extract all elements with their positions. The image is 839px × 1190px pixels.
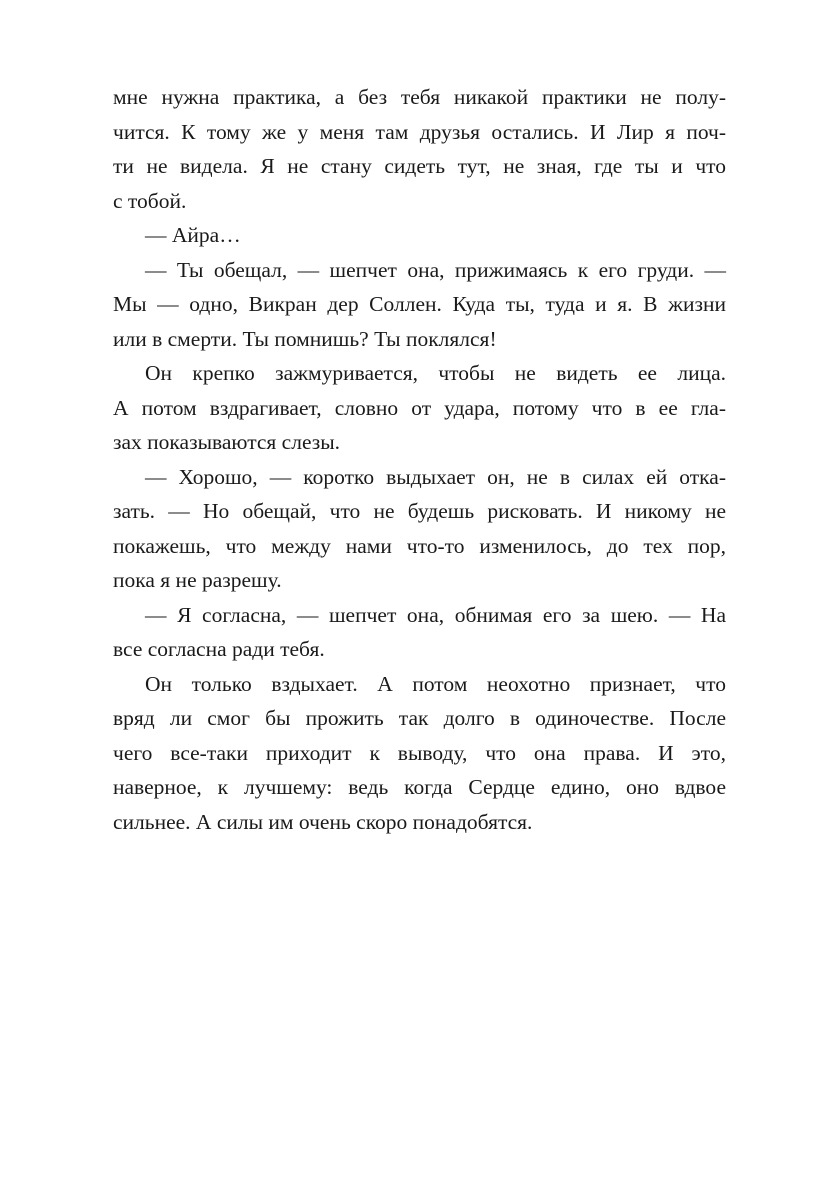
text-line: — Ты обещал, — шепчет она, прижимаясь к его груди. — <box>145 257 726 282</box>
text-line: зах показываются слезы. <box>113 430 341 454</box>
text-line: наверное, к лучшему: ведь когда Сердце едино, оно вдвое <box>113 775 726 799</box>
text-line: покажешь, что между нами что-то изменилось, до тех пор, <box>113 533 726 558</box>
text-line: чится. К тому же у меня там друзья остались. И Лир я поч- <box>113 119 726 144</box>
paragraph <box>113 356 726 460</box>
text-line: или в смерти. Ты помнишь? Ты поклялся! <box>113 326 497 351</box>
text-line: пока я не разрешу. <box>113 568 282 592</box>
paragraph <box>113 80 726 218</box>
paragraph <box>113 460 726 598</box>
text-line: А потом вздрагивает, словно от удара, потому что в ее гла- <box>113 395 726 420</box>
text-line: — Хорошо, — коротко выдыхает он, не в силах ей отка- <box>145 464 726 489</box>
text-line: — Я согласна, — шепчет она, обнимая его за шею. — На <box>145 602 726 627</box>
text-line: зать. — Но обещай, что не будешь рисковать. И никому не <box>113 499 726 523</box>
text-line: Мы — одно, Викран дер Соллен. Куда ты, туда и я. В жизни <box>113 292 726 316</box>
text-line: — Айра… <box>145 223 241 247</box>
paragraph <box>113 253 726 357</box>
document-page <box>113 80 726 839</box>
text-line: Он крепко зажмуривается, чтобы не видеть ее лица. <box>145 361 726 385</box>
text-line: ти не видела. Я не стану сидеть тут, не зная, где ты и что <box>113 154 726 178</box>
paragraph <box>113 218 726 253</box>
text-line: с тобой. <box>113 188 187 213</box>
paragraph <box>113 598 726 667</box>
text-line: Он только вздыхает. А потом неохотно признает, что <box>145 671 726 696</box>
text-line: вряд ли смог бы прожить так долго в одиночестве. После <box>113 706 726 730</box>
text-line: все согласна ради тебя. <box>113 637 325 661</box>
text-line: мне нужна практика, а без тебя никакой практики не полу- <box>113 85 726 109</box>
text-line: чего все-таки приходит к выводу, что она права. И это, <box>113 740 726 765</box>
text-line: сильнее. А силы им очень скоро понадобятся. <box>113 809 533 834</box>
paragraph <box>113 667 726 840</box>
